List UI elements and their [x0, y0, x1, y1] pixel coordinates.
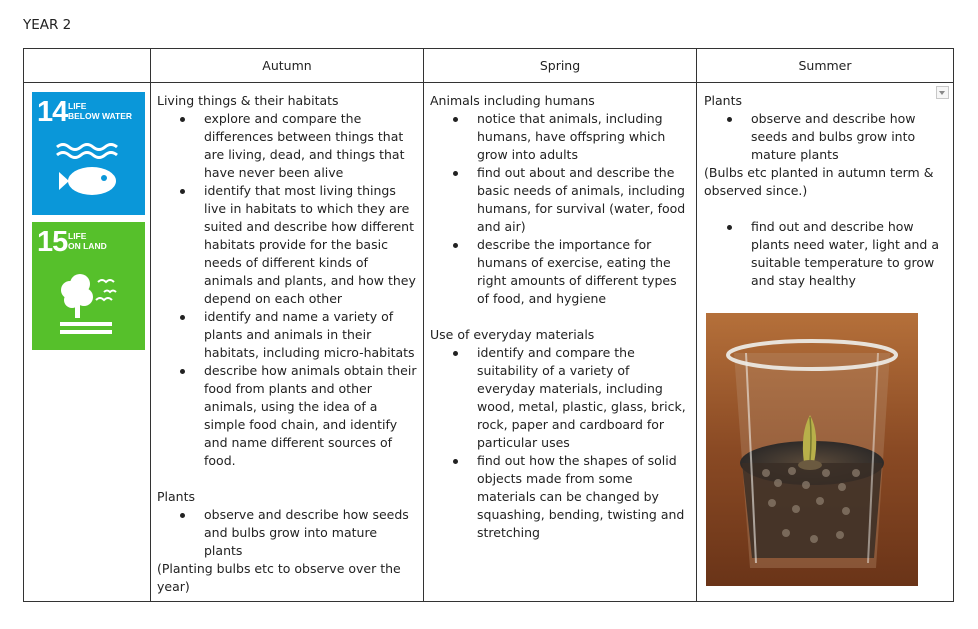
spring-topic2-list [430, 344, 690, 542]
sdg-15-tile [32, 222, 145, 350]
list-item: notice that animals, including humans, have offspring which grow into adults [477, 110, 690, 164]
content-row [24, 83, 954, 602]
page-title: YEAR 2 [23, 17, 72, 33]
list-item: find out how the shapes of solid objects made from some materials can be changed by squashing, bending, twisting and stretching [477, 452, 690, 542]
sdg-14-label [68, 101, 132, 121]
sdg-14-tile [32, 92, 145, 215]
list-item: observe and describe how seeds and bulbs grow into mature plants [204, 506, 417, 560]
spring-cell [424, 83, 697, 602]
list-item: find out about and describe the basic needs of animals, including humans, for survival (water, food and air) [477, 164, 690, 236]
summer-cell [697, 83, 954, 602]
sdg-15-label-line1: LIFE [68, 231, 87, 241]
sdg-14-label-line1: LIFE [68, 101, 87, 111]
curriculum-table [23, 48, 954, 602]
header-cell-summer: Summer [697, 49, 954, 83]
sdg-14-label-line2: BELOW WATER [68, 111, 133, 121]
autumn-topic2-note: (Planting bulbs etc to observe over the year) [157, 561, 401, 594]
cell-dropdown-handle[interactable] [936, 86, 949, 99]
list-item: describe the importance for humans of exercise, eating the right amounts of different types of food, and hygiene [477, 236, 690, 308]
header-cell-blank [24, 49, 151, 83]
seedling-in-cup-photo [706, 313, 918, 586]
autumn-topic2-list [157, 506, 417, 560]
summer-list-2 [704, 218, 947, 290]
header-cell-spring: Spring [424, 49, 697, 83]
autumn-topic1-list [157, 110, 417, 470]
list-item: identify that most living things live in habitats to which they are suited and describe how different habitats provide for the basic needs of different kinds of animals and plants, and how they depend on each other [204, 183, 416, 306]
sdg-15-label [68, 231, 107, 251]
spring-topic1-list [430, 110, 690, 308]
header-row [24, 49, 954, 83]
summer-list-1 [704, 110, 947, 164]
list-item: observe and describe how seeds and bulbs grow into mature plants [751, 110, 947, 164]
summer-title: Plants [704, 93, 743, 108]
sdg-cell [24, 83, 151, 602]
autumn-topic2-title: Plants [157, 489, 196, 504]
list-item: describe how animals obtain their food from plants and other animals, using the idea of a simple food chain, and identify and name different sources of food. [204, 363, 417, 468]
sdg-15-number: 15 [37, 226, 68, 258]
autumn-cell [151, 83, 424, 602]
list-item: identify and compare the suitability of a variety of everyday materials, including wood, metal, plastic, glass, brick, rock, paper and cardboard for particular uses [477, 344, 690, 452]
list-item: identify and name a variety of plants and animals in their habitats, including micro-habitats [204, 308, 417, 362]
spring-topic2-title: Use of everyday materials [430, 327, 595, 342]
list-item: explore and compare the differences between things that are living, dead, and things that have never been alive [204, 110, 417, 182]
sdg-14-number: 14 [37, 96, 68, 128]
header-cell-autumn: Autumn [151, 49, 424, 83]
sdg-15-label-line2: ON LAND [68, 241, 107, 251]
summer-note: (Bulbs etc planted in autumn term & observed since.) [704, 165, 934, 198]
autumn-topic1-title: Living things & their habitats [157, 93, 339, 108]
spring-topic1-title: Animals including humans [430, 93, 595, 108]
list-item: find out and describe how plants need water, light and a suitable temperature to grow and stay healthy [751, 218, 947, 290]
